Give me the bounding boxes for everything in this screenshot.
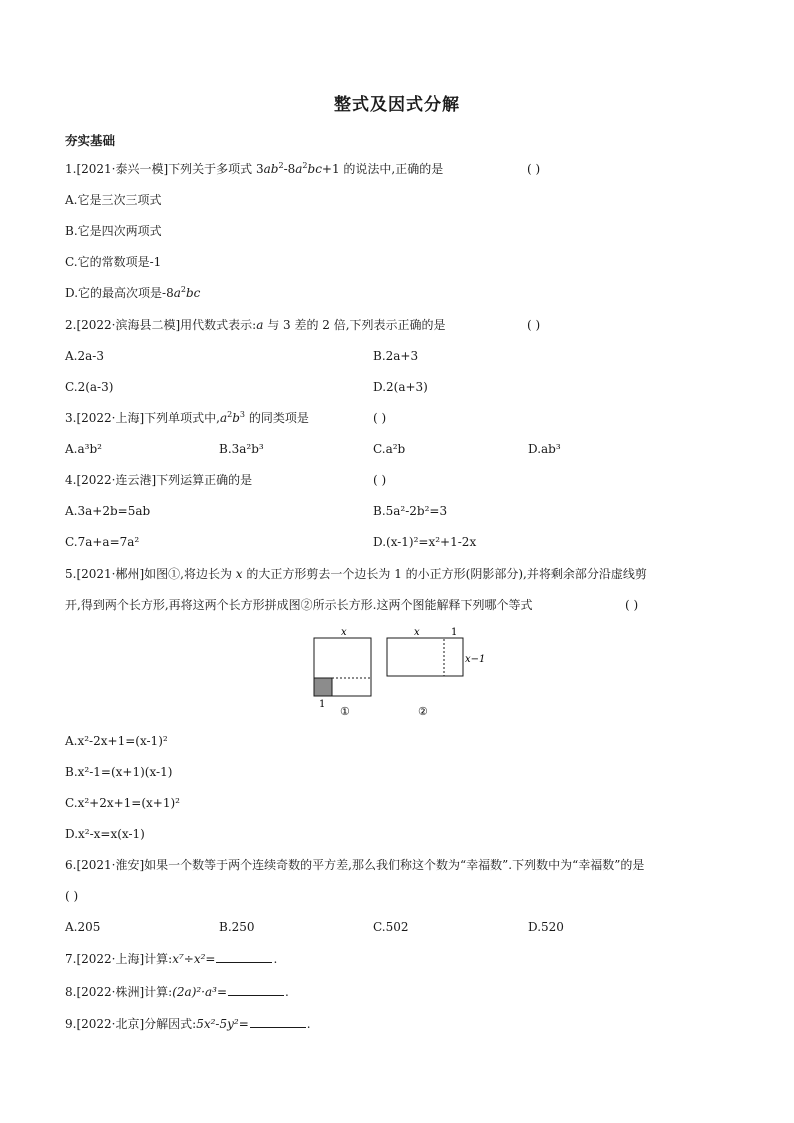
- q5-stem-text-a: 5.[2021·郴州]如图①,将边长为: [65, 567, 236, 581]
- fig2-label-x: x: [414, 627, 420, 638]
- q7-line: [65, 950, 277, 967]
- q5-option-d[interactable]: D.x²-x=x(x-1): [65, 827, 145, 841]
- q4-option-b[interactable]: B.5a²-2b²=3: [373, 504, 448, 518]
- q5-stem-text-b: 的大正方形剪去一个边长为 1 的小正方形(阴影部分),并将剩余部分沿虚线剪: [242, 567, 647, 581]
- fig1-caption: ①: [340, 705, 350, 718]
- q6-stem: 6.[2021·淮安]如果一个数等于两个连续奇数的平方差,那么我们称这个数为“幸福数”.下列数中为“幸福数”的是: [65, 858, 645, 872]
- q4-option-d[interactable]: D.(x-1)²=x²+1-2x: [373, 535, 477, 549]
- q6-option-c[interactable]: C.502: [373, 920, 409, 934]
- q3-stem-text-a: 3.[2022·上海]下列单项式中,: [65, 411, 220, 425]
- q3-option-d[interactable]: D.ab³: [528, 442, 561, 456]
- q1-stem-text-b: -8: [283, 162, 296, 176]
- fig2-label-one: 1: [451, 627, 458, 638]
- fig1-label-one: 1: [319, 699, 326, 710]
- q8-end: .: [285, 985, 289, 999]
- q1-answer-paren[interactable]: ( ): [527, 162, 541, 176]
- q2-answer-paren[interactable]: ( ): [527, 318, 541, 332]
- q7-expression: x⁷÷x²=: [172, 952, 216, 966]
- q5-figure: [300, 622, 500, 725]
- q1-option-d-text: D.它的最高次项是-8: [65, 286, 174, 300]
- q8-line: [65, 983, 289, 1000]
- q2-option-c[interactable]: C.2(a-3): [65, 380, 114, 394]
- q2-option-a[interactable]: A.2a-3: [65, 349, 104, 363]
- q6-option-d[interactable]: D.520: [528, 920, 564, 934]
- q4-option-c[interactable]: C.7a+a=7a²: [65, 535, 140, 549]
- shaded-small-square: [314, 678, 332, 696]
- q5-option-a[interactable]: A.x²-2x+1=(x-1)²: [65, 734, 168, 748]
- q2-option-b[interactable]: B.2a+3: [373, 349, 419, 363]
- q1-option-b[interactable]: B.它是四次两项式: [65, 224, 162, 238]
- section-heading: 夯实基础: [65, 133, 116, 148]
- q3-option-b[interactable]: B.3a²b³: [219, 442, 264, 456]
- q7-end: .: [273, 952, 278, 966]
- q9-stem: 9.[2022·北京]分解因式:: [65, 1017, 197, 1031]
- q7-answer-blank[interactable]: [216, 950, 272, 963]
- q5-option-b[interactable]: B.x²-1=(x+1)(x-1): [65, 765, 173, 779]
- q5-stem-line2: 开,得到两个长方形,再将这两个长方形拼成图②所示长方形.这两个图能解释下列哪个等式: [65, 598, 533, 612]
- q5-option-c[interactable]: C.x²+2x+1=(x+1)²: [65, 796, 180, 810]
- q9-end: .: [306, 1017, 311, 1031]
- q8-stem: 8.[2022·株洲]计算:: [65, 985, 173, 999]
- q6-option-b[interactable]: B.250: [219, 920, 255, 934]
- q1-option-d[interactable]: D.它的最高次项是$-8a^2bc$: [65, 285, 201, 300]
- q1-option-c[interactable]: C.它的常数项是-1: [65, 255, 162, 269]
- page-title: 整式及因式分解: [334, 95, 460, 115]
- q8-answer-blank[interactable]: [228, 983, 284, 996]
- fig1-label-x: x: [341, 627, 347, 638]
- q1-option-a[interactable]: A.它是三次三项式: [65, 193, 162, 207]
- q1-stem-text-c: +1 的说法中,正确的是: [321, 162, 444, 176]
- q2-stem-text-b: 与 3 差的 2 倍,下列表示正确的是: [263, 318, 446, 332]
- q2-stem-text-a: 2.[2022·滨海县二模]用代数式表示:: [65, 318, 257, 332]
- long-rectangle: [387, 638, 463, 676]
- q9-answer-blank[interactable]: [250, 1015, 306, 1028]
- q5-stem-line1: 5.[2021·郴州]如图①,将边长为 x 的大正方形剪去一个边长为 1 的小正方形(阴影部分),并将剩余部分沿虚线剪: [65, 567, 647, 581]
- q9-expression: 5x²-5y²=: [196, 1017, 249, 1031]
- q6-answer-paren[interactable]: ( ): [65, 889, 79, 903]
- q4-option-a[interactable]: A.3a+2b=5ab: [65, 504, 151, 518]
- q3-option-c[interactable]: C.a²b: [373, 442, 406, 456]
- q9-line: [65, 1015, 311, 1032]
- fig2-label-x-minus-1: x−1: [465, 654, 486, 665]
- q3-answer-paren[interactable]: ( ): [373, 411, 387, 425]
- q3-option-a[interactable]: A.a³b²: [65, 442, 102, 456]
- q2-stem: 2.[2022·滨海县二模]用代数式表示:a 与 3 差的 2 倍,下列表示正确的是: [65, 318, 446, 332]
- q6-option-a[interactable]: A.205: [65, 920, 101, 934]
- q1-stem: 1.[2021·泰兴一模]下列关于多项式 $3ab^2-8a^2bc+1$ 的说法中,正确的是: [65, 161, 444, 176]
- q4-stem: 4.[2022·连云港]下列运算正确的是: [65, 473, 253, 487]
- q4-answer-paren[interactable]: ( ): [373, 473, 387, 487]
- fig2-caption: ②: [418, 705, 428, 718]
- q5-figure-svg: [300, 622, 500, 722]
- q3-stem: 3.[2022·上海]下列单项式中$,a^2b^3$ 的同类项是: [65, 410, 309, 425]
- q1-stem-text-a: 1.[2021·泰兴一模]下列关于多项式 3: [65, 162, 264, 176]
- q7-stem: 7.[2022·上海]计算:: [65, 952, 173, 966]
- q3-stem-text-b: 的同类项是: [245, 411, 309, 425]
- q8-expression: (2a)²·a³=: [172, 985, 228, 999]
- q2-option-d[interactable]: D.2(a+3): [373, 380, 428, 394]
- q5-answer-paren[interactable]: ( ): [625, 598, 639, 612]
